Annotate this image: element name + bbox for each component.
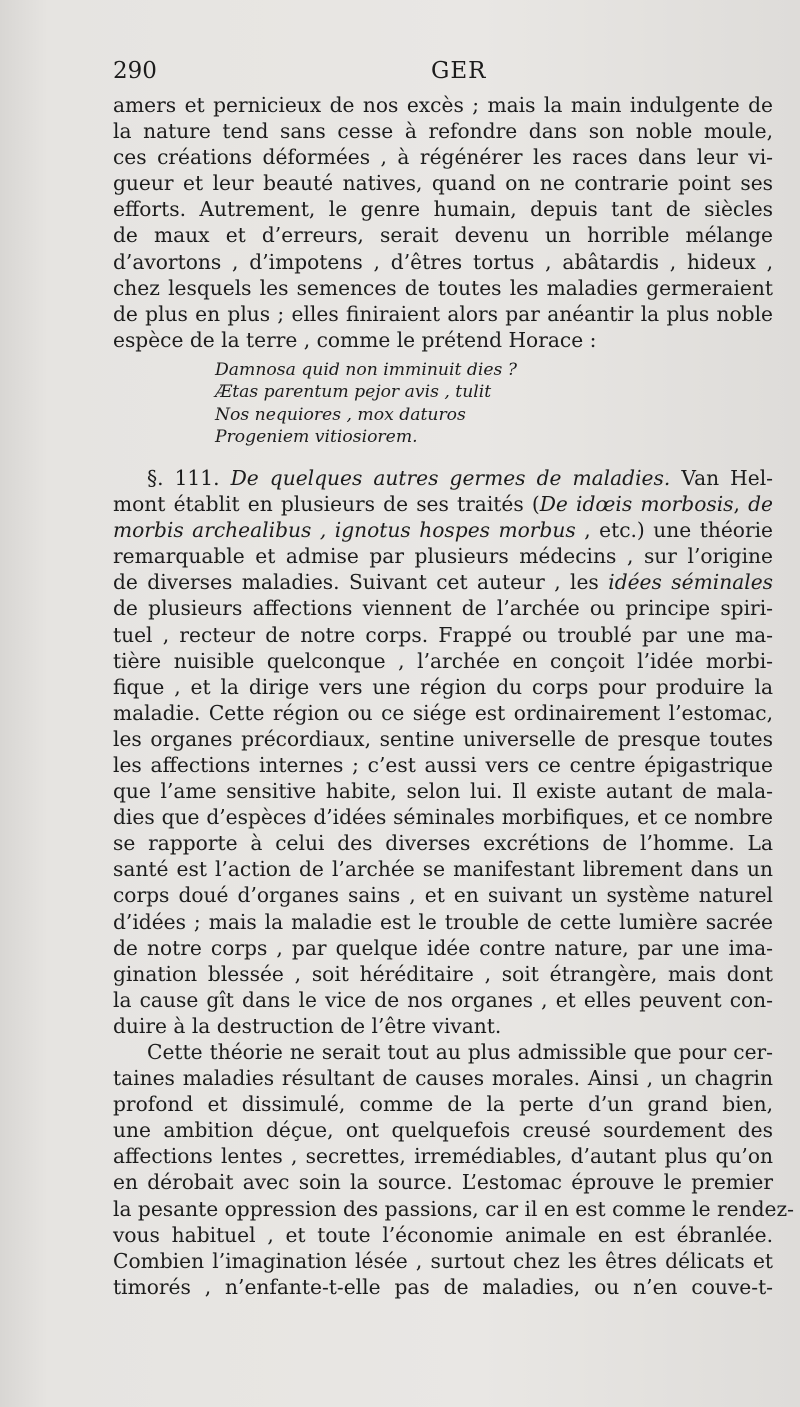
text-line: ces créations déformées , à régénérer les races dans leur vi- (113, 145, 773, 170)
page-header (113, 58, 673, 92)
section-title: De quelques autres germes de maladies. (230, 465, 671, 490)
italic-title: de (748, 492, 773, 517)
text-line (113, 569, 773, 595)
italic-term: idées séminales (608, 570, 773, 595)
verse-line: Damnosa quid non imminuit dies ? (215, 359, 518, 380)
text-line: maladie. Cette région ou ce siége est ordinairement l’estomac, (113, 700, 773, 725)
text-line: chez lesquels les semences de toutes les maladies germeraient (113, 275, 773, 300)
text-line: la pesante oppression des passions, car il en est comme le rendez- (113, 1196, 794, 1221)
section-heading-line (113, 465, 773, 491)
text-line: tière nuisible quelconque , l’archée en conçoit l’idée morbi- (113, 648, 773, 673)
text-line: tuel , recteur de notre corps. Frappé ou troublé par une ma- (113, 622, 773, 647)
text-line: dies que d’espèces d’idées séminales morbifiques, et ce nombre (113, 805, 773, 830)
text-line: en dérobait avec soin la source. L’estomac éprouve le premier (113, 1170, 773, 1195)
text-line: duire à la destruction de l’être vivant. (113, 1013, 502, 1038)
paragraph-continuation (113, 92, 773, 353)
italic-title: morbis archealibus , ignotus hospes morbus (113, 518, 576, 543)
text-line: de maux et d’erreurs, serait devenu un horrible mélange (113, 223, 773, 248)
running-head: GER (431, 58, 487, 84)
text-line: de plus en plus ; elles finiraient alors par anéantir la plus noble (113, 301, 773, 326)
text-line: profond et dissimulé, comme de la perte d’un grand bien, (113, 1092, 773, 1117)
text-line: Cette théorie ne serait tout au plus admissible que pour cer- (147, 1040, 773, 1064)
text-line: que l’ame sensitive habite, selon lui. Il existe autant de mala- (113, 779, 773, 804)
text-line: gueur et leur beauté natives, quand on ne contrarie point ses (113, 171, 773, 196)
text-line: Combien l’imagination lésée , surtout chez les êtres délicats et (113, 1248, 773, 1273)
text-fragment: de diverses maladies. Suivant cet auteur , les (113, 570, 609, 595)
verse-line: Ætas parentum pejor avis , tulit (215, 382, 492, 403)
text-line: corps doué d’organes sains , et en suivant un système naturel (113, 883, 773, 908)
verse-line: Progeniem vitiosiorem. (215, 427, 418, 448)
text-line: vous habituel , et toute l’économie animale en est ébranlée. (113, 1222, 773, 1247)
text-line: timorés , n’enfante-t-elle pas de maladies, ou n’en couve-t- (113, 1274, 773, 1299)
text-fragment: mont établit en plusieurs de ses traités ( (113, 492, 540, 517)
text-line: affections lentes , secrettes, irremédiables, d’autant plus qu’on (113, 1144, 773, 1169)
text-line: gination blessée , soit héréditaire , soit étrangère, mais dont (113, 961, 773, 986)
text-line: fique , et la dirige vers une région du corps pour produire la (113, 674, 773, 699)
text-line (113, 491, 773, 517)
paragraph (113, 1039, 794, 1300)
section-111 (113, 465, 773, 1039)
text-line: la cause gît dans le vice de nos organes , et elles peuvent con- (113, 987, 773, 1012)
text-line: remarquable et admise par plusieurs médecins , sur l’origine (113, 544, 773, 569)
verse-line: Nos nequiores , mox daturos (215, 404, 466, 425)
text-fragment: , etc.) une théorie (575, 518, 773, 543)
section-number: §. 111. (147, 465, 220, 490)
text-line: d’avortons , d’impotens , d’êtres tortus , abâtardis , hideux , (113, 249, 773, 274)
text-line: de notre corps , par quelque idée contre nature, par une ima- (113, 935, 773, 960)
text-line: les organes précordiaux, sentine universelle de presque toutes (113, 726, 773, 751)
text-line: se rapporte à celui des diverses excrétions de l’homme. La (113, 831, 773, 856)
horace-quotation (113, 359, 773, 449)
text-line (113, 517, 773, 543)
page-body (113, 92, 794, 1300)
text-line: de plusieurs affections viennent de l’archée ou principe spiri- (113, 596, 773, 621)
text-line: taines maladies résultant de causes morales. Ainsi , un chagrin (113, 1066, 773, 1091)
text-line: une ambition déçue, ont quelquefois creusé sourdement des (113, 1118, 773, 1143)
text-line: efforts. Autrement, le genre humain, depuis tant de siècles (113, 197, 773, 222)
text-line: amers et pernicieux de nos excès ; mais la main indulgente de (113, 93, 773, 117)
italic-title: De idœis morbosis (539, 492, 734, 517)
text-line: espèce de la terre , comme le prétend Horace : (113, 327, 597, 352)
text-fragment: Van Hel- (681, 465, 773, 490)
text-line: la nature tend sans cesse à refondre dans son noble moule, (113, 119, 773, 144)
text-line: d’idées ; mais la maladie est le trouble de cette lumière sacrée (113, 909, 773, 934)
text-fragment: , (733, 492, 749, 517)
page-number: 290 (113, 58, 157, 84)
text-line: les affections internes ; c’est aussi vers ce centre épigastrique (113, 752, 773, 777)
text-line: santé est l’action de l’archée se manifestant librement dans un (113, 857, 773, 882)
